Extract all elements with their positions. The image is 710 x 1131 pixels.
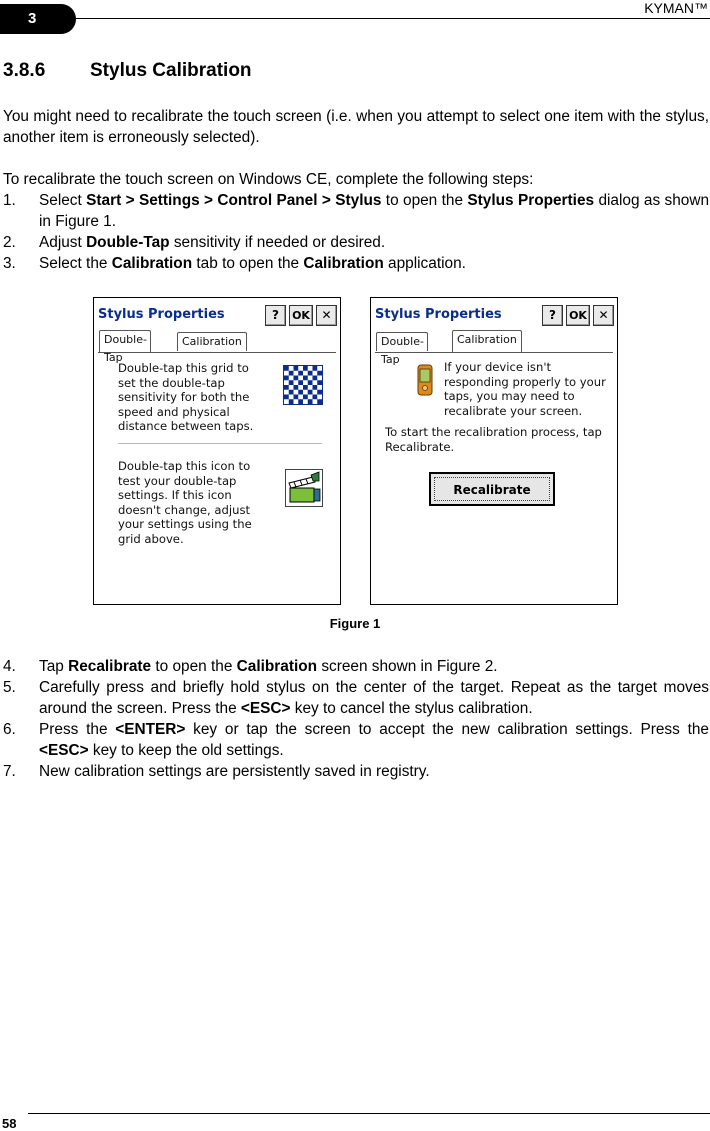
step-emphasis: <ENTER> — [115, 721, 186, 738]
step-text-part: Press the — [39, 721, 116, 738]
ok-button[interactable]: OK — [289, 305, 313, 326]
step-text-part: to open the — [151, 658, 237, 675]
step-text-part: dialog as shown in Figure 1. — [39, 192, 710, 230]
step-item — [3, 677, 709, 719]
step-item — [3, 719, 709, 761]
step-text — [39, 677, 709, 719]
chapter-number: 3 — [28, 10, 37, 27]
tab-double-tap[interactable]: Double-Tap — [376, 332, 428, 351]
step-text — [39, 190, 709, 232]
calibration-info: If your device isn't responding properly to your taps, you may need to recalibrate your screen. — [444, 360, 606, 418]
step-item — [3, 656, 709, 677]
step-item — [3, 253, 709, 274]
steps-list-b — [3, 656, 709, 782]
dialog-title: Stylus Properties — [375, 307, 502, 322]
dialog-titlebar — [372, 299, 616, 327]
help-button[interactable]: ? — [265, 305, 286, 326]
help-button[interactable]: ? — [542, 305, 563, 326]
step-text-part: Select the — [39, 255, 112, 272]
dialog-title: Stylus Properties — [98, 307, 225, 322]
step-text-part: New calibration settings are persistently saved in registry. — [39, 763, 430, 780]
dialog-calibration — [370, 297, 618, 605]
header-title: KYMAN™ — [644, 0, 708, 16]
step-number: 2. — [3, 234, 16, 251]
step-text-part: tab to open the — [192, 255, 304, 272]
recalibrate-button[interactable] — [429, 472, 555, 506]
recalibrate-instructions: To start the recalibration process, tap Recalibrate. — [385, 425, 602, 454]
dialog-double-tap — [93, 297, 341, 605]
step-text-part: Adjust — [39, 234, 87, 251]
step-number: 3. — [3, 255, 16, 272]
step-emphasis: Recalibrate — [68, 658, 152, 675]
step-item — [3, 761, 709, 782]
page-number: 58 — [2, 1116, 17, 1131]
tab-rule — [375, 352, 613, 353]
step-text — [39, 253, 709, 274]
checkerboard-icon — [284, 366, 322, 404]
section-title: Stylus Calibration — [90, 60, 252, 81]
step-text — [39, 719, 709, 761]
step-emphasis: Calibration — [236, 658, 318, 675]
step-number: 1. — [3, 192, 16, 209]
step-number: 7. — [3, 763, 16, 780]
close-button[interactable]: ✕ — [316, 305, 337, 326]
header-rule — [76, 18, 710, 19]
tab-calibration[interactable]: Calibration — [177, 332, 247, 351]
ok-button[interactable]: OK — [566, 305, 590, 326]
step-text — [39, 656, 709, 677]
step-emphasis: Start > Settings > Control Panel > Stylus — [86, 192, 382, 209]
step-text — [39, 232, 709, 253]
step-emphasis: <ESC> — [240, 700, 291, 717]
step-emphasis: Calibration — [303, 255, 384, 272]
recalibrate-button-label: Recalibrate — [434, 477, 550, 501]
figure-caption: Figure 1 — [329, 616, 381, 631]
step-text-part: application. — [383, 255, 466, 272]
tab-double-tap[interactable]: Double-Tap — [99, 330, 151, 352]
step-text-part: sensitivity if needed or desired. — [169, 234, 386, 251]
close-button[interactable]: ✕ — [593, 305, 614, 326]
step-emphasis: <ESC> — [39, 742, 89, 759]
separator — [118, 443, 322, 444]
intro-paragraph: You might need to recalibrate the touch screen (i.e. when you attempt to select one item with the stylus, another item is erroneously selected). — [3, 108, 709, 146]
chapter-badge — [0, 4, 76, 34]
section-heading — [3, 60, 252, 82]
step-item — [3, 232, 709, 253]
step-number: 4. — [3, 658, 16, 675]
step-text-part: key to cancel the stylus calibration. — [290, 700, 533, 717]
step-number: 5. — [3, 679, 16, 696]
step-emphasis: Stylus Properties — [467, 192, 595, 209]
step-item — [3, 190, 709, 232]
icon-instructions: Double-tap this icon to test your double-tap settings. If this icon doesn't change, adjust your settings using the grid above. — [118, 459, 252, 546]
step-text-part: key or tap the screen to accept the new calibration settings. Press the — [185, 721, 709, 738]
step-text-part: key to keep the old settings. — [88, 742, 284, 759]
tab-calibration[interactable]: Calibration — [452, 330, 522, 352]
step-text — [39, 761, 709, 782]
test-icon-wrapper[interactable] — [285, 469, 323, 507]
dialog-titlebar — [95, 299, 339, 327]
tab-rule — [98, 352, 336, 353]
grid-instructions: Double-tap this grid to set the double-tap sensitivity for both the speed and physical distance between taps. — [118, 361, 254, 433]
handheld-device-icon — [417, 364, 433, 396]
clapperboard-icon — [285, 469, 323, 507]
double-tap-grid[interactable] — [283, 365, 323, 405]
steps-list-a — [3, 190, 709, 274]
section-number: 3.8.6 — [3, 60, 46, 81]
step-number: 6. — [3, 721, 16, 738]
step-emphasis: Calibration — [111, 255, 193, 272]
lead-paragraph: To recalibrate the touch screen on Windows CE, complete the following steps: — [3, 171, 534, 188]
step-text-part: Select — [39, 192, 87, 209]
footer-rule — [28, 1113, 710, 1114]
device-icon-wrapper — [417, 364, 433, 396]
step-text-part: screen shown in Figure 2. — [317, 658, 498, 675]
step-text-part: Tap — [39, 658, 69, 675]
step-text-part: Carefully press and briefly hold stylus on the center of the target. Repeat as the target moves around the screen. Press the — [39, 679, 709, 717]
step-emphasis: Double-Tap — [86, 234, 170, 251]
step-text-part: to open the — [381, 192, 468, 209]
